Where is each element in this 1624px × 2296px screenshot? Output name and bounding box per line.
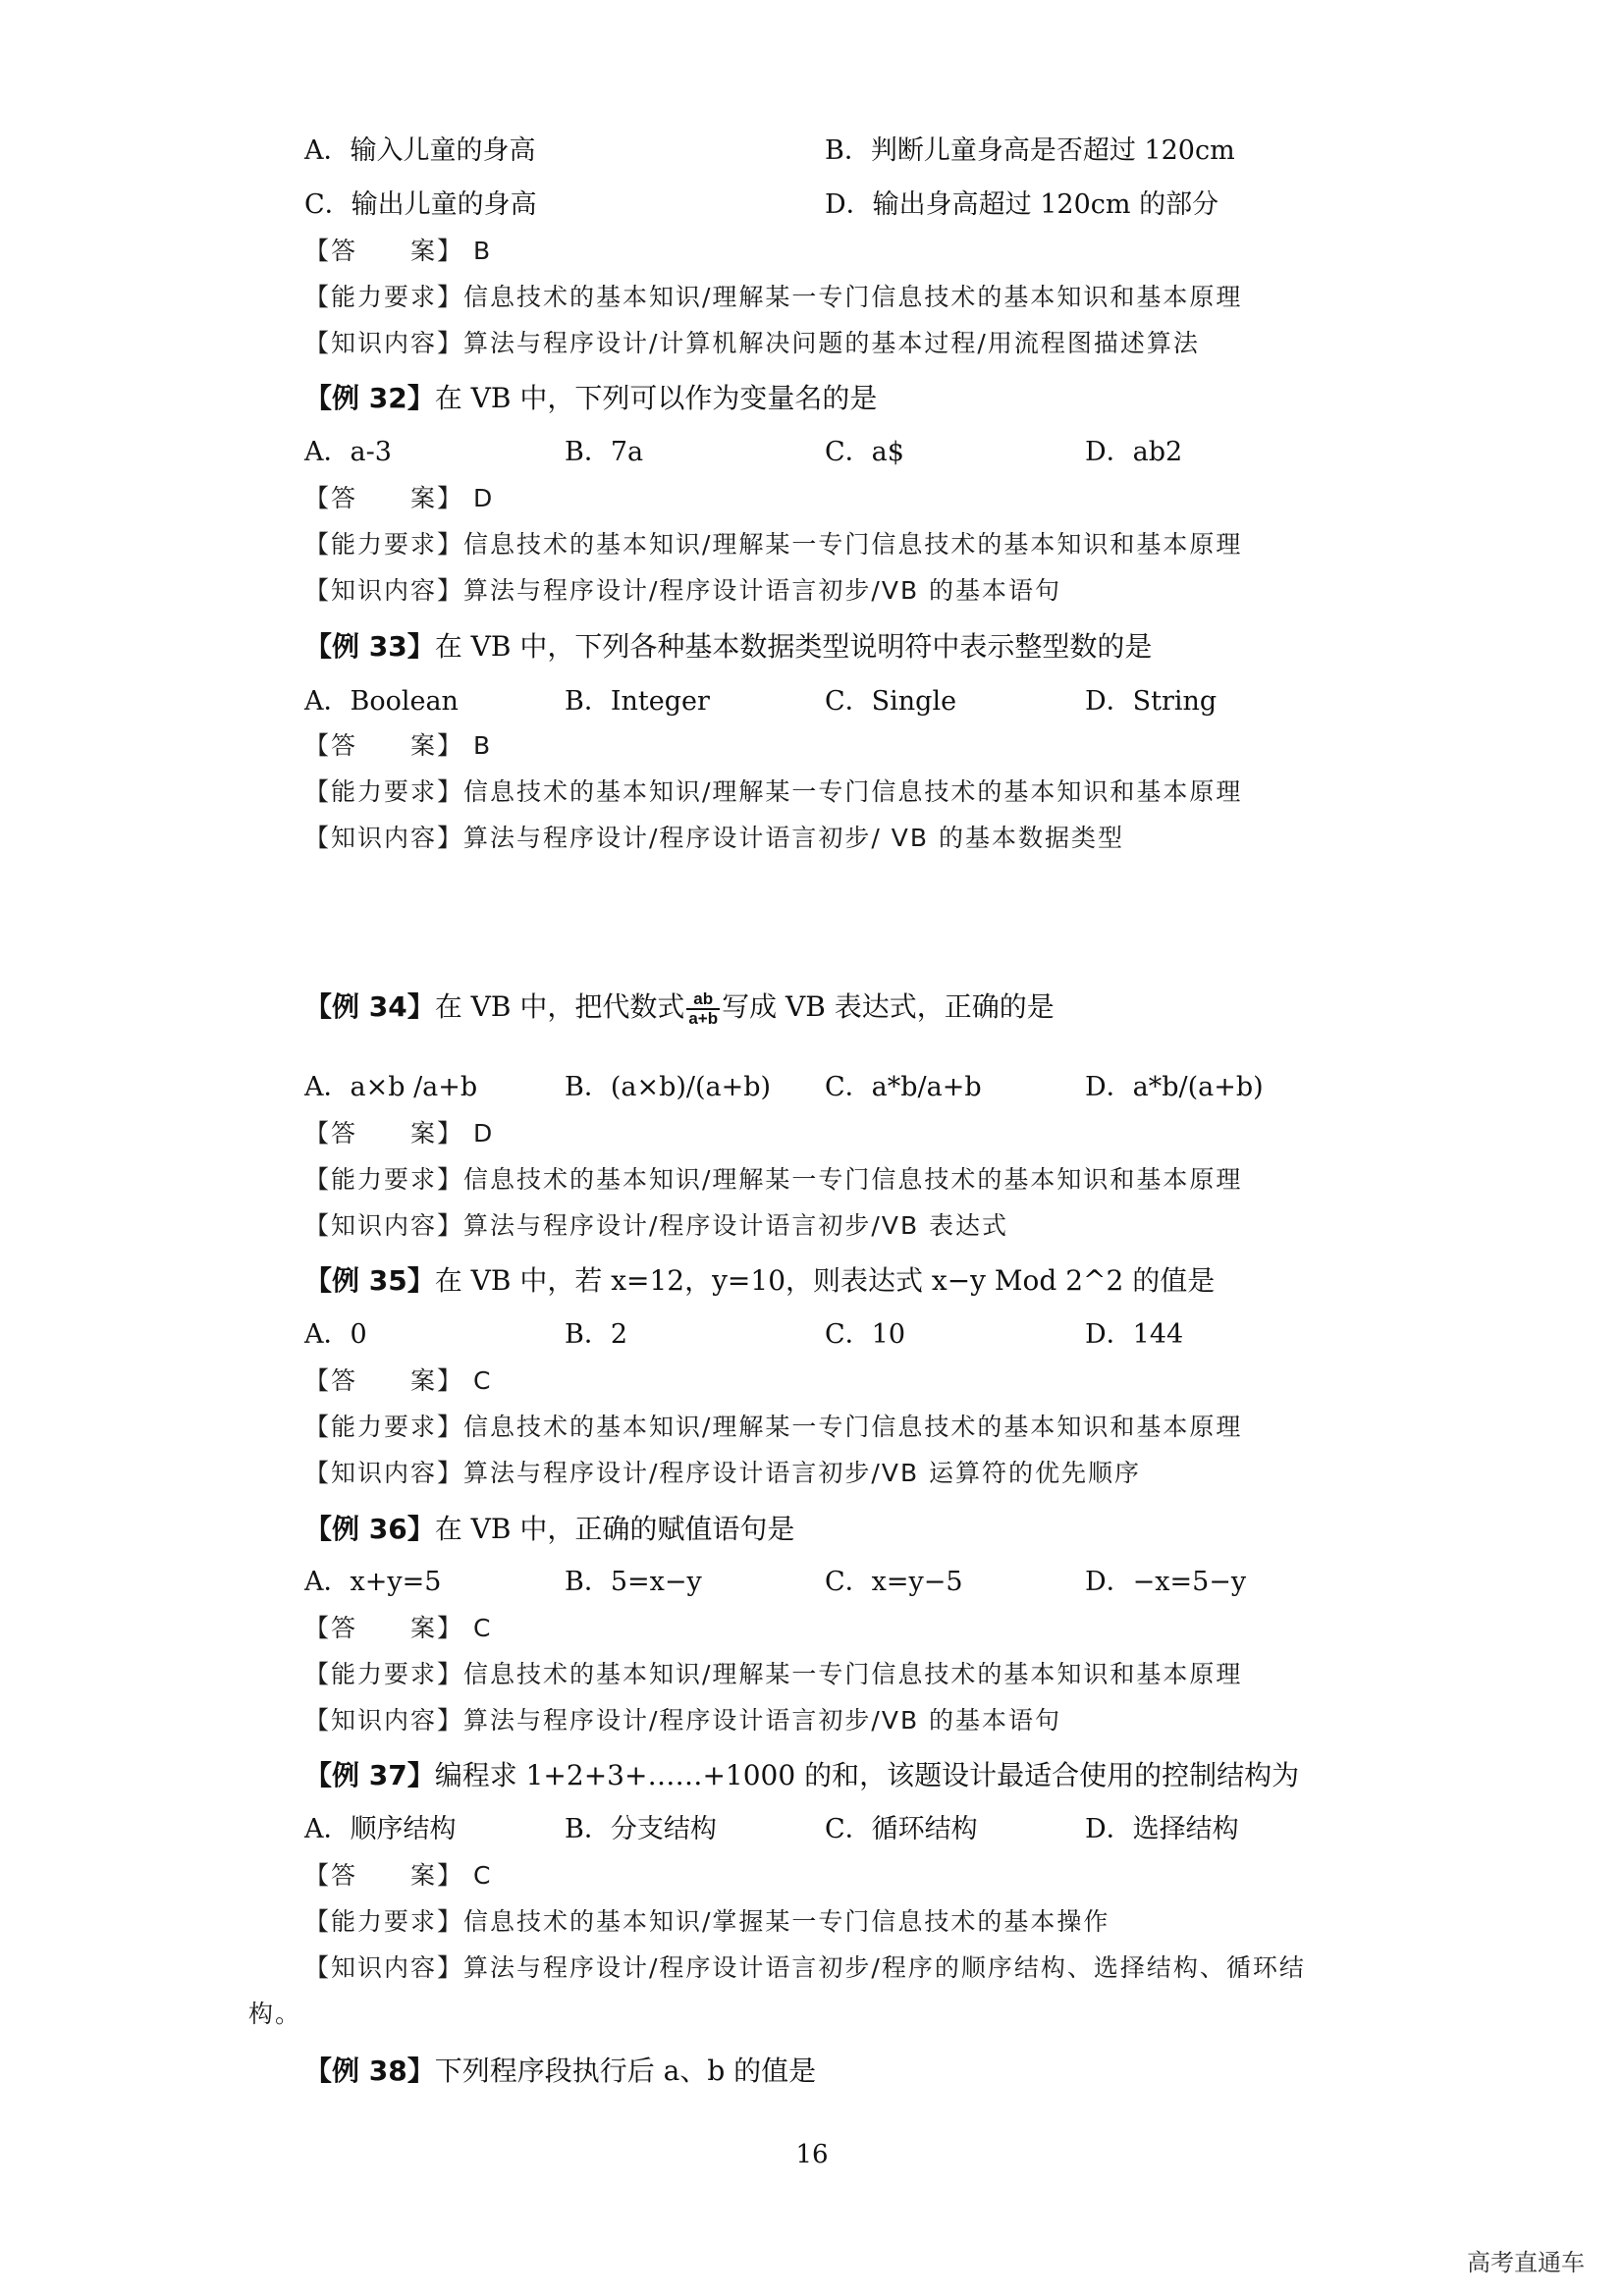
page-number: 16 <box>795 2140 829 2169</box>
option-d: D．144 <box>1085 1319 1184 1350</box>
option-d: D．输出身高超过 120cm 的部分 <box>825 189 1219 220</box>
question-stem: 在 VB 中，下列各种基本数据类型说明符中表示整型数的是 <box>434 630 1153 663</box>
question-tag: 【例 36】 <box>304 1513 435 1545</box>
knowledge-line: 【知识内容】算法与程序设计/计算机解决问题的基本过程/用流程图描述算法 <box>304 329 1200 357</box>
knowledge-line: 【知识内容】算法与程序设计/程序设计语言初步/VB 的基本语句 <box>304 1706 1062 1735</box>
ability-line: 【能力要求】信息技术的基本知识/理解某一专门信息技术的基本知识和基本原理 <box>304 1413 1243 1441</box>
question-tag: 【例 35】 <box>304 1264 435 1297</box>
answer-line: 【答 案】 B <box>304 237 493 265</box>
option-a: A．a×b /a+b <box>304 1072 478 1102</box>
option-c: C．Single <box>825 686 957 717</box>
option-b: B．(a×b)/(a+b) <box>565 1072 772 1102</box>
ability-line: 【能力要求】信息技术的基本知识/理解某一专门信息技术的基本知识和基本原理 <box>304 1165 1243 1194</box>
answer-line: 【答 案】 C <box>304 1614 493 1642</box>
option-a: A．0 <box>304 1319 367 1350</box>
question-tag: 【例 38】 <box>304 2055 435 2087</box>
option-d: D．选择结构 <box>1085 1814 1239 1844</box>
question-stem: 在 VB 中，下列可以作为变量名的是 <box>434 382 878 414</box>
option-c: C．x=y−5 <box>825 1567 963 1597</box>
question-35 <box>304 1263 1215 1299</box>
option-b: B．5=x−y <box>565 1567 702 1597</box>
question-stem: 下列程序段执行后 a、b 的值是 <box>434 2055 817 2087</box>
ability-line: 【能力要求】信息技术的基本知识/理解某一专门信息技术的基本知识和基本原理 <box>304 283 1243 311</box>
knowledge-line: 【知识内容】算法与程序设计/程序设计语言初步/VB 运算符的优先顺序 <box>304 1459 1142 1487</box>
option-c: C．a$ <box>825 437 904 467</box>
option-b: B．7a <box>565 437 644 467</box>
ability-line: 【能力要求】信息技术的基本知识/理解某一专门信息技术的基本知识和基本原理 <box>304 1660 1243 1688</box>
question-tag: 【例 37】 <box>304 1759 435 1791</box>
answer-line: 【答 案】 C <box>304 1861 493 1890</box>
question-stem: 在 VB 中，若 x=12，y=10，则表达式 x−y Mod 2^2 的值是 <box>434 1264 1216 1297</box>
option-c: C．循环结构 <box>825 1814 978 1844</box>
ability-line: 【能力要求】信息技术的基本知识/理解某一专门信息技术的基本知识和基本原理 <box>304 530 1243 559</box>
answer-line: 【答 案】 D <box>304 484 495 512</box>
option-a: A．Boolean <box>304 686 459 717</box>
option-b: B．Integer <box>565 686 710 717</box>
question-stem: 在 VB 中，正确的赋值语句是 <box>434 1513 795 1545</box>
option-d: D．a*b/(a+b) <box>1085 1072 1264 1102</box>
ability-line: 【能力要求】信息技术的基本知识/理解某一专门信息技术的基本知识和基本原理 <box>304 777 1243 806</box>
option-d: D．String <box>1085 686 1218 717</box>
question-37 <box>304 1758 1299 1793</box>
option-a: A．顺序结构 <box>304 1814 457 1844</box>
answer-line: 【答 案】 D <box>304 1119 495 1148</box>
option-a: A．a-3 <box>304 437 392 467</box>
question-32 <box>304 381 877 416</box>
answer-line: 【答 案】 B <box>304 731 493 760</box>
question-tag: 【例 32】 <box>304 382 435 414</box>
fraction-denominator: a+b <box>688 1008 719 1028</box>
question-38 <box>304 2054 816 2089</box>
knowledge-line: 【知识内容】算法与程序设计/程序设计语言初步/VB 的基本语句 <box>304 576 1062 605</box>
question-tag: 【例 34】 <box>304 990 435 1023</box>
option-b: B．判断儿童身高是否超过 120cm <box>825 135 1235 166</box>
knowledge-line: 【知识内容】算法与程序设计/程序设计语言初步/ VB 的基本数据类型 <box>304 824 1124 852</box>
ability-line: 【能力要求】信息技术的基本知识/掌握某一专门信息技术的基本操作 <box>304 1907 1110 1936</box>
option-c: C．a*b/a+b <box>825 1072 982 1102</box>
option-d: D．−x=5−y <box>1085 1567 1247 1597</box>
knowledge-line: 【知识内容】算法与程序设计/程序设计语言初步/VB 表达式 <box>304 1211 1009 1240</box>
knowledge-line-continued: 构。 <box>248 2000 302 2028</box>
knowledge-line: 【知识内容】算法与程序设计/程序设计语言初步/程序的顺序结构、选择结构、循环结 <box>304 1953 1306 1982</box>
question-stem-post: 写成 VB 表达式，正确的是 <box>722 990 1055 1023</box>
option-b: B．2 <box>565 1319 628 1350</box>
option-d: D．ab2 <box>1085 437 1183 467</box>
question-34 <box>304 986 1055 1029</box>
option-c: C．10 <box>825 1319 906 1350</box>
question-stem-pre: 在 VB 中，把代数式 <box>434 990 685 1023</box>
question-36 <box>304 1512 794 1547</box>
algebraic-fraction <box>686 990 720 1028</box>
watermark: 高考直通车 <box>1467 2249 1585 2276</box>
option-b: B．分支结构 <box>565 1814 717 1844</box>
question-stem: 编程求 1+2+3+……+1000 的和，该题设计最适合使用的控制结构为 <box>434 1759 1300 1791</box>
fraction-numerator: ab <box>686 990 720 1010</box>
option-c: C．输出儿童的身高 <box>304 189 537 220</box>
option-a: A．输入儿童的身高 <box>304 135 536 166</box>
option-a: A．x+y=5 <box>304 1567 442 1597</box>
answer-line: 【答 案】 C <box>304 1366 493 1395</box>
question-33 <box>304 629 1152 665</box>
question-tag: 【例 33】 <box>304 630 435 663</box>
